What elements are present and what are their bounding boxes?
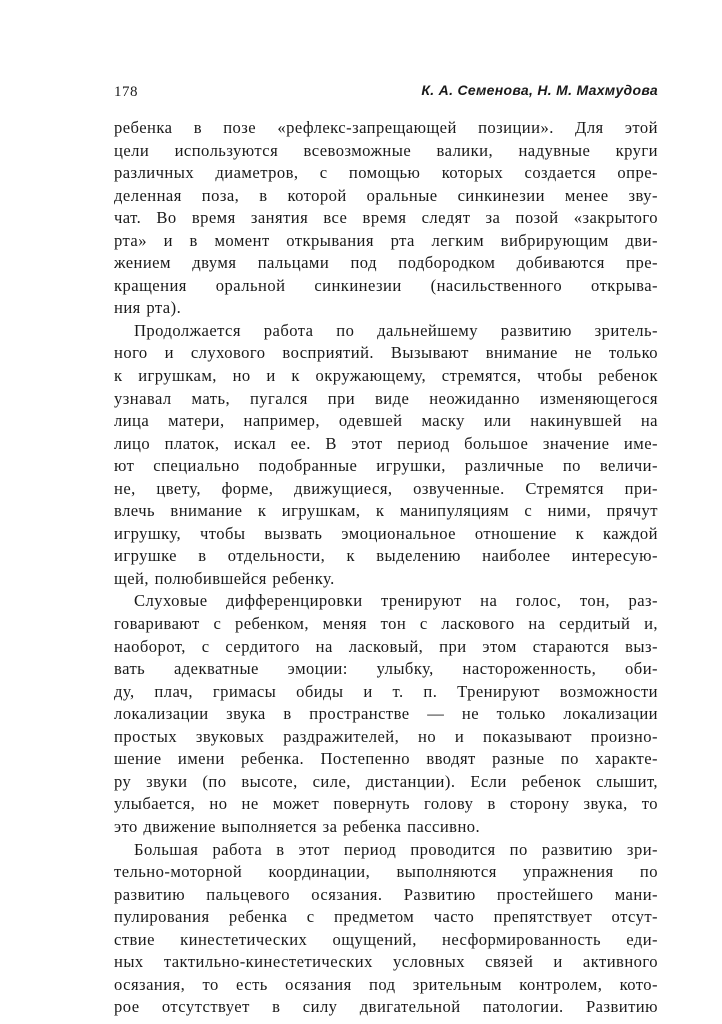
running-head-authors: К. А. Семенова, Н. М. Махмудова: [421, 82, 658, 98]
text-line: развитию пальцевого осязания. Развитию простейшего мани-: [114, 884, 658, 904]
text-line: рое отсутствует в силу двигательной патологии. Развитию: [114, 997, 658, 1017]
text-line: деленная поза, в которой оральные синкинезии менее зву-: [114, 185, 658, 205]
text-line: ствие кинестетических ощущений, несформированность еди-: [114, 929, 658, 949]
text-line: Большая работа в этот период проводится по развитию зри-: [134, 839, 658, 859]
paragraph: [114, 590, 658, 838]
text-line: ру звуки (по высоте, силе, дистанции). Если ребенок слышит,: [114, 771, 658, 791]
text-line: шение имени ребенка. Постепенно вводят разные по характе-: [114, 749, 658, 769]
text-line: простых звуковых раздражителей, но и показывают произно-: [114, 726, 658, 746]
text-line: ют специально подобранные игрушки, различные по величи-: [114, 456, 658, 476]
text-line: игрушке в отдельности, к выделению наиболее интересую-: [114, 546, 658, 566]
text-line: ния рта).: [114, 298, 182, 318]
text-line: говаривают с ребенком, меняя тон с ласкового на сердитый и,: [114, 614, 658, 634]
text-line: Продолжается работа по дальнейшему развитию зритель-: [134, 320, 658, 340]
text-line: жением двумя пальцами под подбородком добиваются пре-: [114, 253, 658, 273]
text-line: лица матери, например, одевшей маску или накинувшей на: [114, 411, 658, 431]
paragraph: [114, 117, 658, 320]
text-line: кращения оральной синкинезии (насильственного открыва-: [114, 275, 658, 295]
text-line: ного и слухового восприятий. Вызывают внимание не только: [114, 343, 658, 363]
text-line: к игрушкам, но и к окружающему, стремятся, чтобы ребенок: [114, 366, 658, 386]
text-line: наоборот, с сердитого на ласковый, при этом стараются выз-: [114, 636, 658, 656]
text-line: цели используются всевозможные валики, надувные круги: [114, 140, 658, 160]
text-line: улыбается, но не может повернуть голову в сторону звука, то: [114, 794, 658, 814]
text-line: щей, полюбившейся ребенку.: [114, 568, 335, 588]
text-line: лицо платок, искал ее. В этот период большое значение име-: [114, 433, 658, 453]
text-line: ребенка в позе «рефлекс-запрещающей позиции». Для этой: [114, 118, 658, 137]
paragraph: [114, 839, 658, 1019]
text-line: узнавал мать, пугался при виде неожиданно изменяющегося: [114, 388, 658, 408]
text-line: чат. Во время занятия все время следят за позой «закрытого: [114, 208, 658, 228]
text-line: рта» и в момент открывания рта легким вибрирующим дви-: [114, 230, 658, 250]
text-line: различных диаметров, с помощью которых создается опре-: [114, 163, 658, 183]
text-line: тельно-моторной координации, выполняются упражнения по: [114, 862, 658, 882]
text-line: локализации звука в пространстве — не только локализации: [114, 704, 658, 724]
text-line: это движение выполняется за ребенка пассивно.: [114, 816, 481, 836]
text-line: не, цвету, форме, движущиеся, озвученные. Стремятся при-: [114, 478, 658, 498]
paragraph: [114, 320, 658, 591]
body-text: [114, 117, 658, 1019]
text-line: ду, плач, гримасы обиды и т. п. Тренируют возможности: [114, 681, 658, 701]
text-line: осязания, то есть осязания под зрительным контролем, кото-: [114, 974, 658, 994]
text-line: Слуховые дифференцировки тренируют на голос, тон, раз-: [134, 591, 658, 611]
text-line: вать адекватные эмоции: улыбку, настороженность, оби-: [114, 659, 658, 679]
text-line: ных тактильно-кинестетических условных связей и активного: [114, 952, 658, 972]
text-line: пулирования ребенка с предметом часто препятствует отсут-: [114, 907, 658, 927]
text-line: игрушку, чтобы вызвать эмоциональное отношение к каждой: [114, 523, 658, 543]
page-number: 178: [114, 84, 138, 100]
text-line: влечь внимание к игрушкам, к манипуляциям с ними, прячут: [114, 501, 658, 521]
